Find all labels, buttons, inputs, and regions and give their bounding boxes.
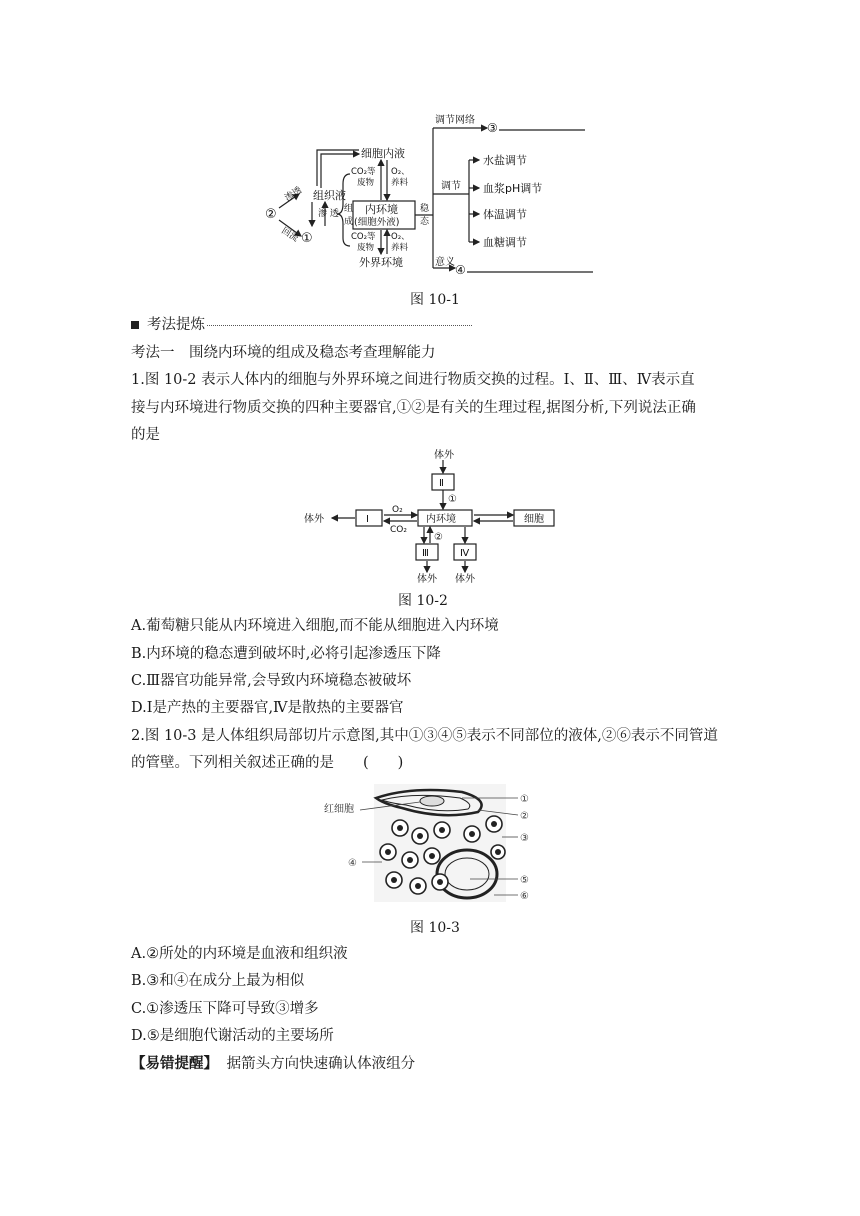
label-co2-up: CO₂等	[351, 167, 376, 177]
label-external-environment: 外界环境	[359, 256, 403, 269]
label-intracellular-fluid: 细胞内液	[361, 147, 405, 160]
figure-10-3-tissue-section	[322, 782, 544, 908]
method-one-heading: 考法一 围绕内环境的组成及稳态考查理解能力	[131, 345, 436, 361]
error-tip-text: 据箭头方向快速确认体液组分	[226, 1056, 416, 1072]
q1-stem-line2: 接与内环境进行物质交换的四种主要器官,①②是有关的生理过程,据图分析,下列说法正确	[131, 400, 696, 416]
label-extracellular-fluid: (细胞外液)	[354, 217, 400, 228]
label-organ-2: Ⅱ	[439, 478, 444, 489]
label-outside-bottom-3: 体外	[417, 574, 437, 585]
label-significance: 意义	[435, 257, 455, 268]
figure-10-1-caption: 图 10-1	[410, 292, 460, 308]
q1-option-b[interactable]: B.内环境的稳态遭到破坏时,必将引起渗透压下降	[131, 646, 441, 662]
figure-10-3-caption: 图 10-3	[410, 920, 460, 936]
label-co2: CO₂	[390, 525, 407, 535]
q1-option-d[interactable]: D.Ⅰ是产热的主要器官,Ⅳ是散热的主要器官	[131, 700, 404, 716]
label-part-6: ⑥	[520, 891, 529, 902]
label-red-blood-cell: 红细胞	[324, 804, 354, 815]
label-organ-1: Ⅰ	[366, 514, 369, 525]
label-process-1: ①	[448, 494, 457, 505]
dotted-rule	[207, 325, 472, 326]
label-part-1: ①	[520, 794, 529, 805]
q1-option-a[interactable]: A.葡萄糖只能从内环境进入细胞,而不能从细胞进入内环境	[131, 618, 499, 634]
label-process-2: ②	[434, 532, 443, 543]
label-tissue-fluid: 组织液	[313, 189, 346, 202]
label-osmosis-mid: 渗 透	[318, 209, 339, 219]
label-waste-down: 废物	[357, 243, 375, 253]
label-water-salt: 水盐调节	[483, 154, 527, 167]
figure-10-2-caption: 图 10-2	[398, 593, 448, 609]
label-body-temp: 体温调节	[483, 208, 527, 221]
q1-option-c[interactable]: C.Ⅲ器官功能异常,会导致内环境稳态被破坏	[131, 673, 412, 689]
label-regulation-network: 调节网络	[435, 115, 475, 126]
q2-stem-line2: 的管壁。下列相关叙述正确的是 ( )	[131, 755, 404, 771]
label-internal-environment: 内环境	[426, 514, 456, 525]
label-part-3: ③	[520, 833, 529, 844]
square-bullet-icon	[131, 321, 139, 329]
label-plasma-ph: 血浆pH调节	[483, 182, 543, 195]
label-waste-up: 废物	[357, 178, 375, 188]
label-part-2: ②	[520, 811, 529, 822]
label-tai: 态	[420, 217, 430, 227]
label-co2-down: CO₂等	[351, 232, 376, 242]
label-outside-left: 体外	[304, 514, 324, 525]
label-cheng: 成	[344, 217, 354, 227]
label-o2-down: O₂、	[391, 232, 410, 242]
label-wen: 稳	[420, 204, 430, 214]
label-blood-sugar: 血糖调节	[483, 236, 527, 249]
error-tip	[131, 1053, 415, 1075]
figure-10-2-exchange-diagram	[300, 448, 562, 586]
label-outside-bottom-4: 体外	[455, 574, 475, 585]
label-nutrient-up: 养料	[391, 178, 409, 188]
organ-1-box	[356, 510, 382, 526]
blank-2: ②	[265, 207, 277, 222]
q1-stem-line3: 的是	[131, 427, 160, 443]
label-outside-top: 体外	[434, 450, 454, 461]
label-regulation: 调节	[441, 181, 461, 192]
q2-option-a[interactable]: A.②所处的内环境是血液和组织液	[131, 946, 348, 962]
blank-1: ①	[301, 231, 313, 246]
label-backflow: 回流	[279, 226, 300, 245]
label-o2-up: O₂、	[391, 167, 410, 177]
label-o2: O₂	[392, 505, 403, 515]
label-zu: 组	[344, 204, 354, 214]
label-internal-environment: 内环境	[365, 203, 398, 216]
section-heading-text: 考法提炼	[147, 317, 205, 333]
label-organ-3: Ⅲ	[422, 548, 429, 559]
q2-stem-line1: 2.图 10-3 是人体组织局部切片示意图,其中①③④⑤表示不同部位的液体,②⑥表示不同管道	[131, 728, 718, 744]
q1-stem-line1: 1.图 10-2 表示人体内的细胞与外界环境之间进行物质交换的过程。Ⅰ、Ⅱ、Ⅲ、Ⅳ表示直	[131, 372, 695, 388]
section-heading	[131, 314, 472, 336]
label-part-5: ⑤	[520, 875, 529, 886]
blank-4: ④	[455, 263, 466, 277]
q2-option-b[interactable]: B.③和④在成分上最为相似	[131, 973, 305, 989]
q2-option-c[interactable]: C.①渗透压下降可导致③增多	[131, 1001, 319, 1017]
blank-3: ③	[487, 121, 498, 135]
figure-10-1-concept-map	[255, 108, 600, 280]
label-part-4: ④	[348, 858, 357, 869]
label-cell: 细胞	[524, 514, 544, 525]
label-osmosis-top: 渗透	[283, 185, 304, 204]
label-organ-4: Ⅳ	[460, 548, 470, 559]
error-tip-label: 【易错提醒】	[131, 1055, 218, 1072]
label-nutrient-down: 养料	[391, 243, 409, 253]
q2-option-d[interactable]: D.⑤是细胞代谢活动的主要场所	[131, 1028, 334, 1044]
